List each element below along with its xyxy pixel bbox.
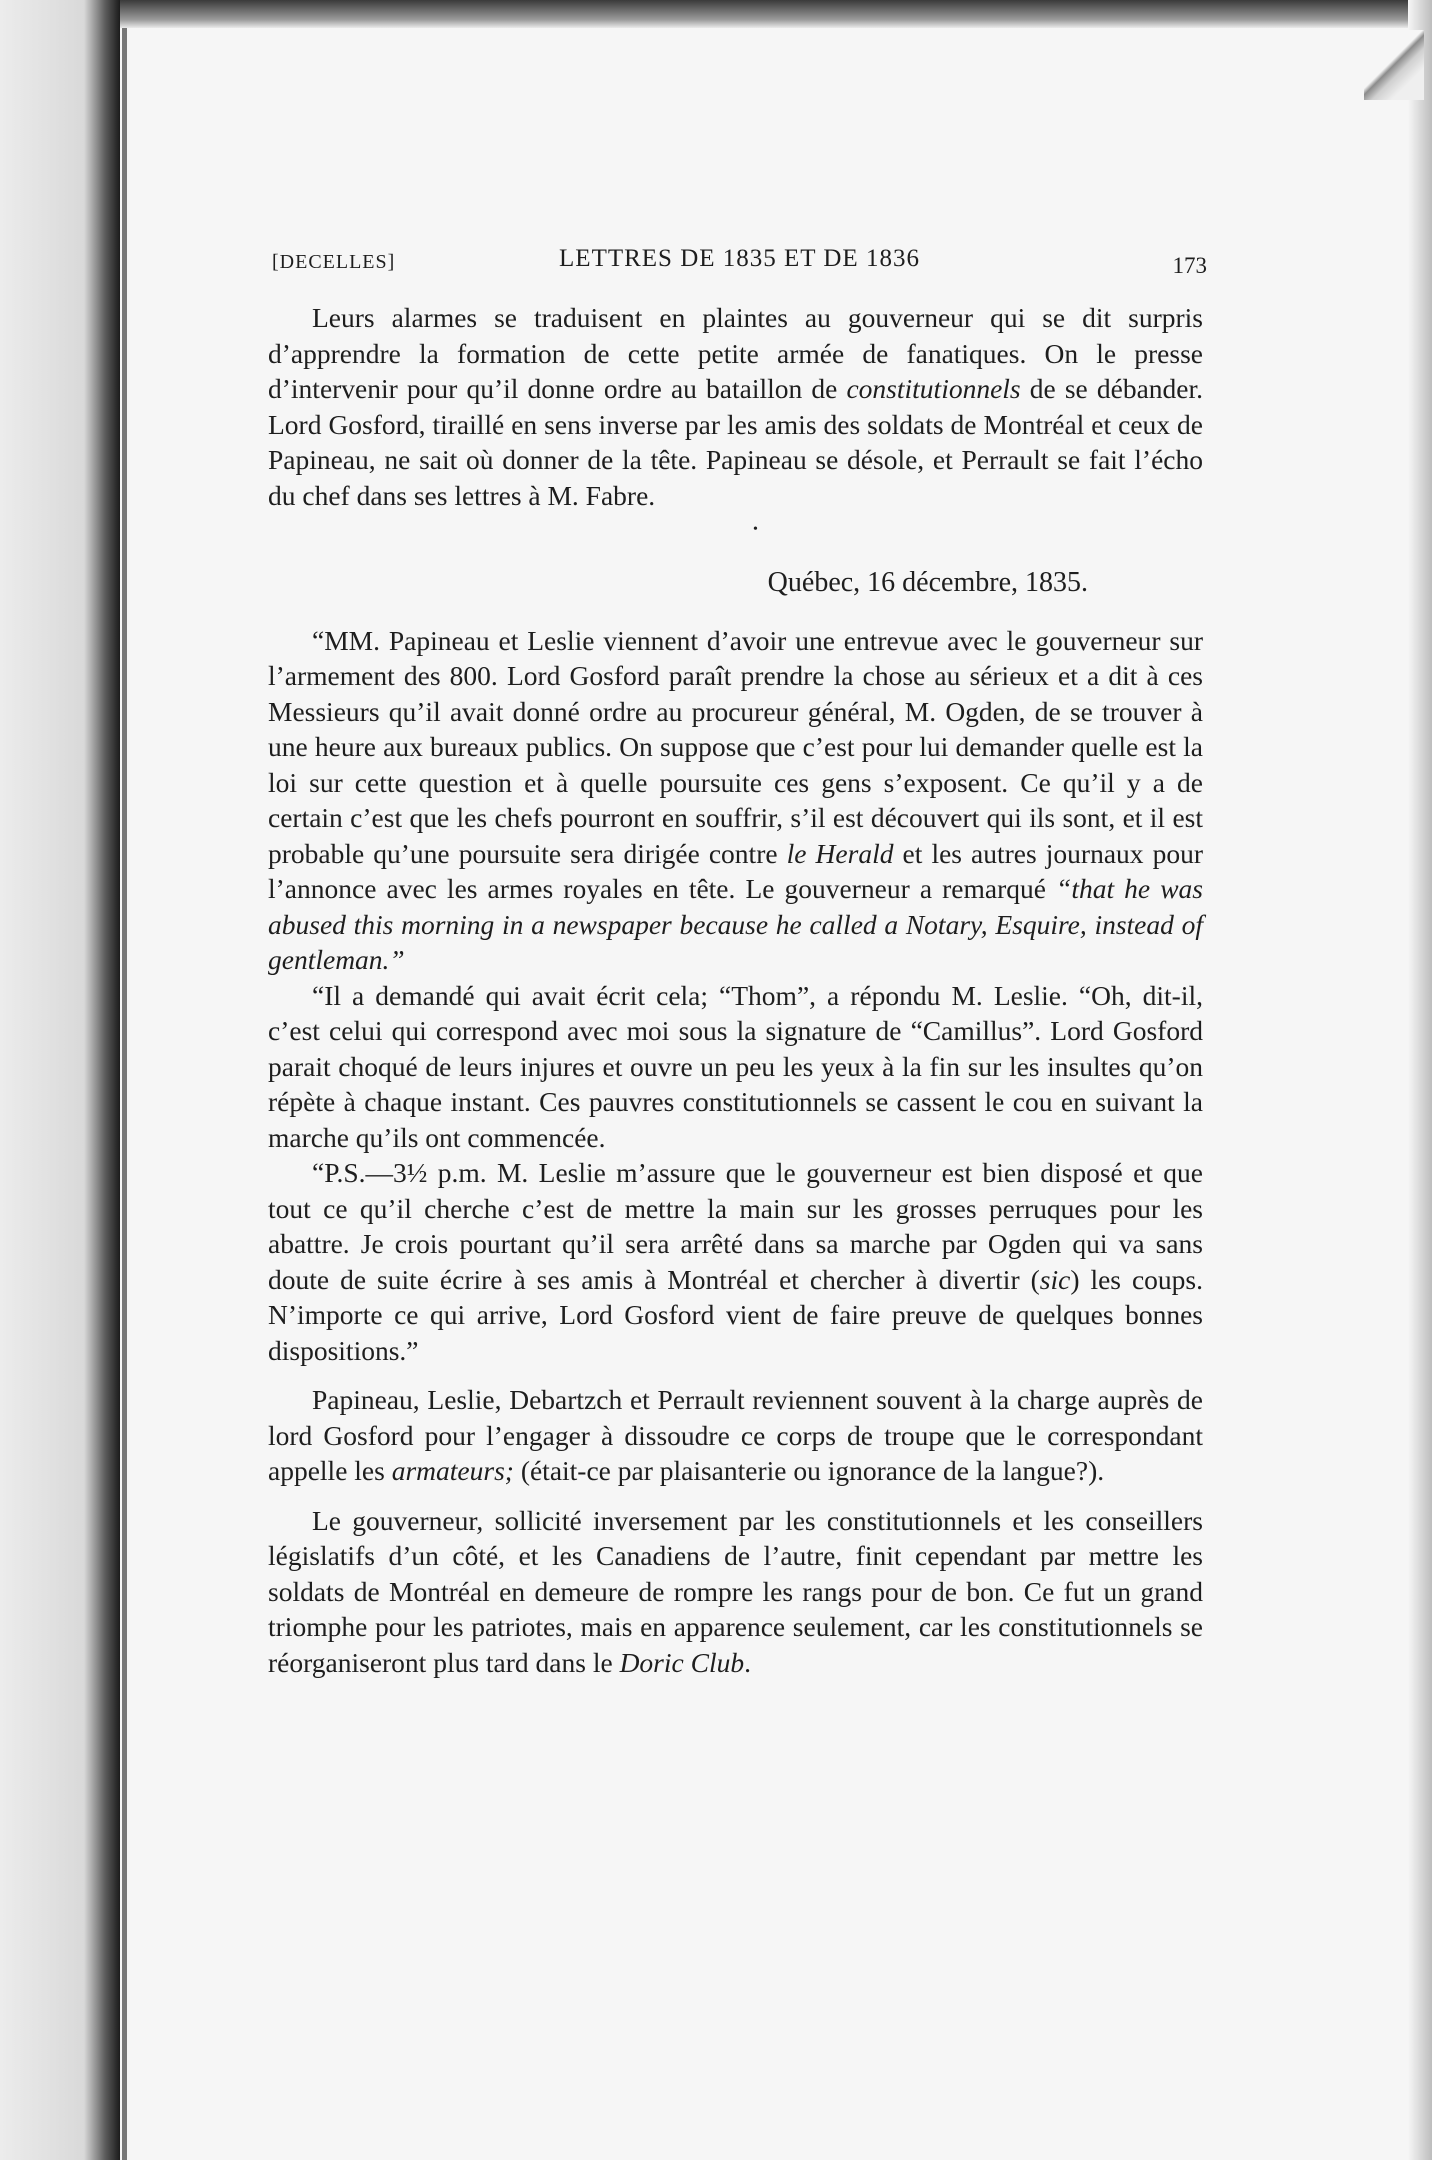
letter-postscript-text-a: “P.S.—3½ p.m. M. Leslie m’assure que le gouverneur est bien disposé et que tout ce qu’il cherche c’est de mettre la main sur les grosses perruques pour les abattre. Je crois pourtant qu’il sera arrêté dans sa marche par Ogden qui va sans doute de suite écrire à ses amis à Montréal et chercher à divertir ( — [268, 1157, 1203, 1295]
page-corner-curl — [1364, 30, 1424, 100]
paragraph-armateurs — [268, 1382, 1203, 1489]
paragraph-intro-text-a: Leurs alarmes se traduisent en plaintes au gouverneur qui se dit surpris d’apprendre la formation de cette petite armée de fanatiques. On le presse d’intervenir pour qu’il donne ordre au bataillon de — [268, 302, 1203, 404]
page-body — [268, 300, 1203, 1680]
paragraph-conclusion-italic-doric: Doric Club — [619, 1646, 745, 1678]
letter-paragraph-2: “Il a demandé qui avait écrit cela; “Thom”, a répondu M. Leslie. “Oh, dit-il, c’est celui qui correspond avec moi sous la signature de “Camillus”. Lord Gosford parait choqué de leurs injures et ouvre un peu les yeux à la fin sur les insultes qu’on répète à chaque instant. Ces pauvres constitutionnels se cassent le cou en suivant la marche qu’ils ont commencée. — [268, 979, 1203, 1153]
page-edge-line — [122, 28, 127, 2160]
letter-paragraph-1 — [268, 623, 1203, 978]
letter-postscript — [268, 1155, 1203, 1368]
running-header — [272, 245, 1207, 285]
letter-paragraph-1-text-b: et les autres journaux pour l’annonce avec les armes royales en tête. Le gouverneur a remarqué — [268, 837, 1203, 904]
letter-paragraph-1-text-a: “MM. Papineau et Leslie viennent d’avoir une entrevue avec le gouverneur sur l’armement des 800. Lord Gosford paraît prendre la chose au sérieux et a dit à ces Messieurs qu’il avait donné ordre au procureur général, M. Ogden, de se trouver à une heure aux bureaux publics. On suppose que c’est pour lui demander quelle est la loi sur cette question et à quelle poursuite ces gens s’exposent. Ce qu’il y a de certain c’est que les chefs pourront en souffrir, s’il est découvert qui ils sont, et il est probable qu’une poursuite sera dirigée contre — [268, 624, 1203, 869]
letter-dateline: Québec, 16 décembre, 1835. — [767, 567, 1088, 598]
page-number: 173 — [1172, 253, 1207, 278]
running-author: [DECELLES] — [272, 251, 396, 273]
scan-right-edge — [1408, 0, 1432, 2160]
letter-postscript-text-b: ) les coups. N’importe ce qui arrive, Lord Gosford vient de faire preuve de quelques bonnes dispositions.” — [268, 1263, 1203, 1366]
paragraph-conclusion-text-a: Le gouverneur, sollicité inversement par les constitutionnels et les conseillers législatifs d’un côté, et les Canadiens de l’autre, finit cependant par mettre les soldats de Montréal en demeure de rompre les rangs pour de bon. Ce fut un grand triomphe pour les patriotes, mais en apparence seulement, car les constitutionnels se réorganiseront plus tard dans le — [268, 1504, 1203, 1678]
letter-paragraph-1-english-quote: “that he was abused this morning in a newspaper because he called a Notary, Esquire, instead of gentleman.” — [268, 873, 1204, 975]
paragraph-intro-italic: constitutionnels — [846, 373, 1021, 404]
letter-postscript-sic: sic — [1039, 1263, 1071, 1295]
scan-top-shadow — [0, 0, 1432, 28]
paragraph-intro-text-b: de se débander. Lord Gosford, tiraillé en sens inverse par les amis des soldats de Montréal et ceux de Papineau, ne sait où donner de la tête. Papineau se désole, et Perrault se fait l’écho du chef dans ses lettres à M. Fabre. — [268, 373, 1203, 511]
paragraph-intro — [268, 300, 1203, 513]
paragraph-conclusion — [268, 1503, 1203, 1681]
section-ornament: • — [753, 522, 758, 537]
scan-left-margin-shadow — [0, 0, 120, 2160]
paragraph-armateurs-italic: armateurs; — [391, 1455, 514, 1486]
letter-paragraph-1-italic-herald: le Herald — [786, 837, 894, 869]
paragraph-conclusion-text-b: . — [744, 1646, 751, 1678]
paragraph-armateurs-text-a: Papineau, Leslie, Debartzch et Perrault reviennent souvent à la charge auprès de lord Gosford pour l’engager à dissoudre ce corps de troupe que le correspondant appelle les — [268, 1384, 1203, 1486]
running-title: LETTRES DE 1835 ET DE 1836 — [559, 245, 920, 272]
paragraph-armateurs-text-b: (était-ce par plaisanterie ou ignorance de la langue?). — [513, 1455, 1105, 1486]
